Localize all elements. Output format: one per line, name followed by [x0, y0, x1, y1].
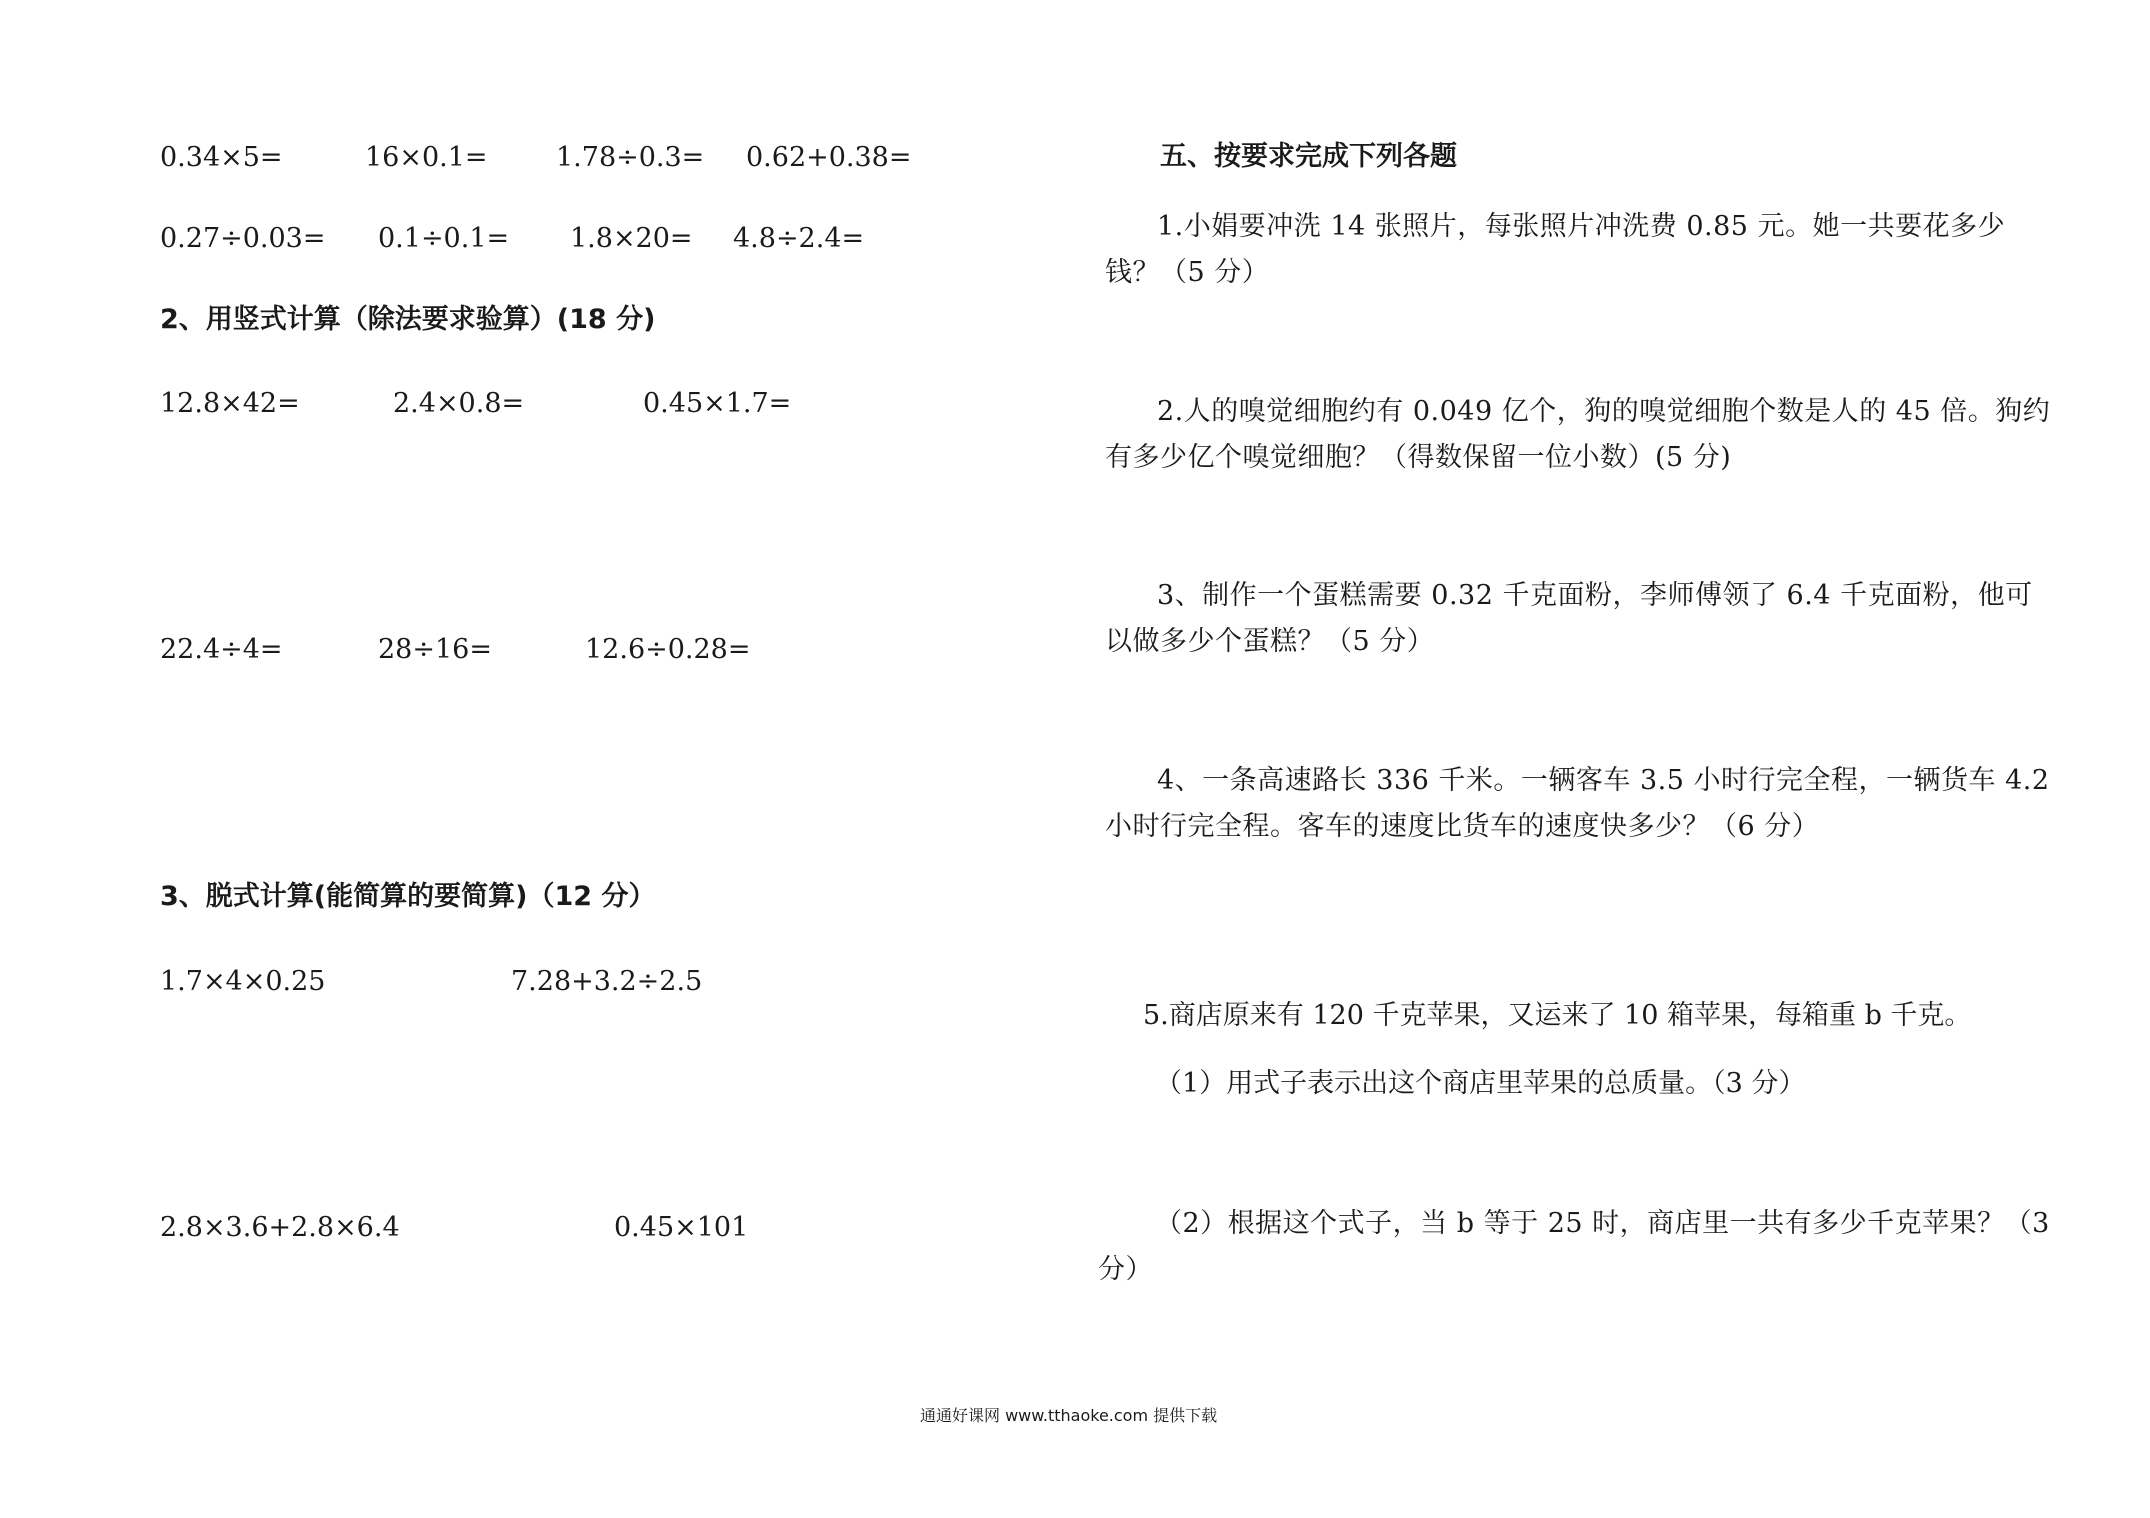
oral-problem: 1.78÷0.3= — [556, 142, 705, 173]
vertical-problem: 2.4×0.8= — [393, 388, 525, 419]
section-3-heading: 3、脱式计算(能简算的要简算)（12 分） — [160, 881, 656, 912]
section-2-heading: 2、用竖式计算（除法要求验算）(18 分) — [160, 304, 656, 335]
stepwise-problem: 2.8×3.6+2.8×6.4 — [160, 1212, 400, 1243]
oral-problem: 0.1÷0.1= — [378, 223, 510, 254]
word-problem-2: 2.人的嗅觉细胞约有 0.049 亿个，狗的嗅觉细胞个数是人的 45 倍。狗约有多少亿个嗅觉细胞？（得数保留一位小数）(5 分) — [1105, 396, 2051, 473]
vertical-problem: 12.6÷0.28= — [585, 634, 751, 665]
word-problem-5: 5.商店原来有 120 千克苹果，又运来了 10 箱苹果，每箱重 b 千克。 — [1143, 1000, 1972, 1031]
vertical-problem: 28÷16= — [378, 634, 492, 665]
word-problem-1: 1.小娟要冲洗 14 张照片，每张照片冲洗费 0.85 元。她一共要花多少钱？（5 分） — [1105, 211, 2006, 288]
footer-note: 通通好课网 www.tthaoke.com 提供下载 — [920, 1406, 1218, 1425]
vertical-problem: 22.4÷4= — [160, 634, 283, 665]
oral-problem: 0.62+0.38= — [746, 142, 912, 173]
word-problem-4: 4、一条高速路长 336 千米。一辆客车 3.5 小时行完全程，一辆货车 4.2 小时行完全程。客车的速度比货车的速度快多少？（6 分） — [1105, 765, 2050, 842]
vertical-problem: 0.45×1.7= — [643, 388, 792, 419]
word-problem-5-part-2: （2）根据这个式子，当 b 等于 25 时，商店里一共有多少千克苹果？（3 分） — [1098, 1208, 2050, 1285]
word-problem-3: 3、制作一个蛋糕需要 0.32 千克面粉，李师傅领了 6.4 千克面粉，他可以做多少个蛋糕？（5 分） — [1105, 580, 2033, 657]
word-problem-5-part-1: （1）用式子表示出这个商店里苹果的总质量。（3 分） — [1155, 1068, 1806, 1099]
oral-problem: 0.34×5= — [160, 142, 283, 173]
section-5-heading: 五、按要求完成下列各题 — [1160, 141, 1457, 172]
stepwise-problem: 1.7×4×0.25 — [160, 966, 326, 997]
stepwise-problem: 0.45×101 — [614, 1212, 749, 1243]
oral-problem: 1.8×20= — [570, 223, 693, 254]
vertical-problem: 12.8×42= — [160, 388, 300, 419]
oral-problem: 16×0.1= — [365, 142, 488, 173]
oral-problem: 4.8÷2.4= — [733, 223, 865, 254]
stepwise-problem: 7.28+3.2÷2.5 — [511, 966, 703, 997]
oral-problem: 0.27÷0.03= — [160, 223, 326, 254]
